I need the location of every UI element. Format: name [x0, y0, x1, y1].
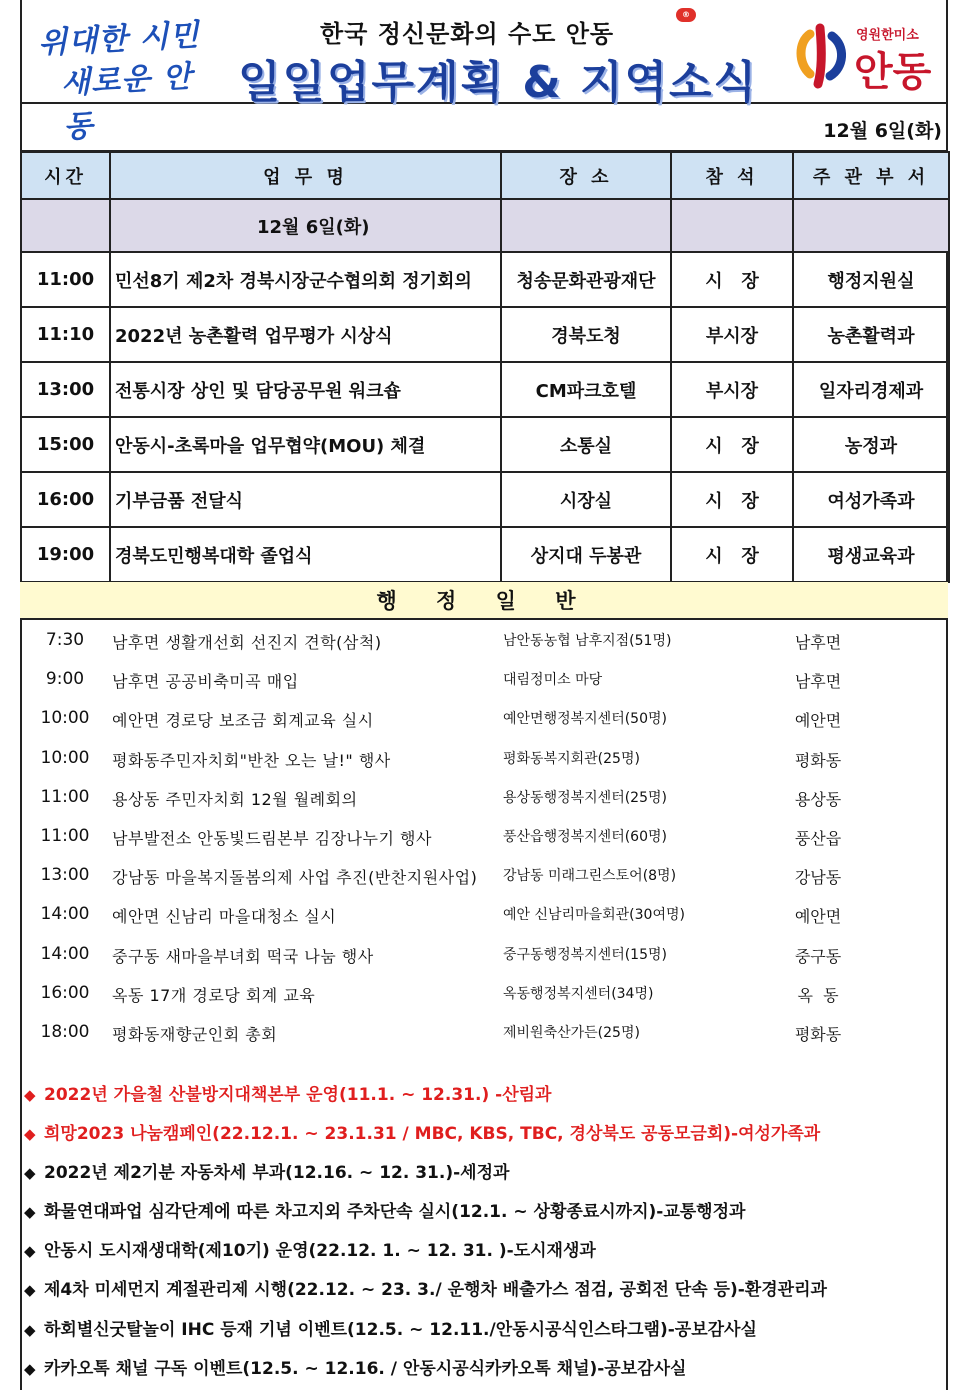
- andong-logo: [792, 14, 942, 94]
- item-name: 용상동 주민자치회 12월 월례회의: [112, 789, 358, 809]
- item-name: 예안면 신남리 마을대청소 실시: [112, 907, 337, 927]
- notice-item: [22, 1115, 946, 1154]
- item-time: 18:00: [40, 1021, 90, 1042]
- list-item: [20, 738, 948, 777]
- col-header-task: 업 무 명: [110, 152, 501, 199]
- notice-text: 2022년 가을철 산불방지대책본부 운영(11.1. ~ 12.31.) -산림과: [44, 1085, 552, 1105]
- notice-text: 화물연대파업 심각단계에 따른 차고지외 주차단속 실시(12.1. ~ 상황종료시까지)-교통행정과: [44, 1202, 746, 1223]
- row-time: 15:00: [21, 417, 110, 472]
- section-bar: [20, 582, 948, 620]
- list-item: [20, 620, 948, 659]
- notice-item: [22, 1154, 946, 1193]
- row-attend: 부시장: [671, 307, 793, 362]
- item-dept: 예안면: [794, 907, 842, 927]
- item-name: 강남동 마을복지돌봄의제 사업 추진(반찬지원사업): [112, 868, 478, 888]
- diamond-icon: ◆: [24, 1320, 36, 1339]
- item-time: 10:00: [40, 708, 90, 729]
- row-dept: 행정지원실: [793, 252, 949, 307]
- item-dept: 평화동: [794, 1024, 842, 1044]
- notice-item: [22, 1193, 946, 1232]
- page-title: 일일업무계획 & 지역소식: [238, 57, 759, 108]
- item-name: 남부발전소 안동빛드림본부 김장나누기 행사: [112, 828, 432, 848]
- diamond-icon: ◆: [24, 1125, 36, 1144]
- item-dept: 강남동: [794, 868, 842, 888]
- list-item: [20, 973, 948, 1012]
- list-item: [20, 934, 948, 973]
- day-row-empty-cell: [21, 199, 110, 252]
- schedule-header-row: [21, 152, 949, 199]
- table-row: [21, 252, 949, 307]
- row-task: 민선8기 제2차 경북시장군수협의회 정기회의: [110, 252, 501, 307]
- list-item: [20, 777, 948, 816]
- schedule-table: [20, 151, 950, 583]
- row-time: 16:00: [21, 472, 110, 527]
- row-dept: 농정과: [793, 417, 949, 472]
- col-header-attend: 참 석: [671, 152, 793, 199]
- row-place: 경북도청: [501, 307, 671, 362]
- notice-text: 2022년 제2기분 자동차세 부과(12.16. ~ 12. 31.)-세정과: [44, 1163, 510, 1184]
- item-place: 풍산읍행정복지센터(60명): [503, 828, 667, 845]
- col-header-place: 장 소: [501, 152, 671, 199]
- item-dept: 풍산읍: [794, 828, 842, 848]
- notice-item: [22, 1076, 946, 1115]
- item-time: 16:00: [40, 982, 90, 1003]
- diamond-icon: ◆: [24, 1359, 36, 1378]
- list-item: [20, 698, 948, 737]
- item-name: 중구동 새마을부녀회 떡국 나눔 행사: [112, 946, 374, 966]
- notice-item: [22, 1271, 946, 1310]
- item-time: 14:00: [40, 904, 90, 925]
- item-time: 9:00: [45, 669, 85, 690]
- item-dept: 예안면: [794, 711, 842, 731]
- row-place: 시장실: [501, 472, 671, 527]
- slogan-line-1: 위대한 시민: [37, 17, 201, 62]
- header-kicker: 한국 정신문화의 수도 안동: [320, 20, 615, 48]
- item-dept: 중구동: [794, 946, 842, 966]
- notice-text: 안동시 도시재생대학(제10기) 운영(22.12. 1. ~ 12. 31. )-도시재생과: [44, 1241, 596, 1262]
- row-place: 청송문화관광재단: [501, 252, 671, 307]
- item-place: 남안동농협 남후지점(51명): [503, 633, 672, 649]
- item-time: 11:00: [40, 825, 90, 846]
- item-place: 제비원축산가든(25명): [503, 1024, 640, 1041]
- day-row: [21, 199, 949, 252]
- item-name: 평화동재향군인회 총회: [112, 1024, 278, 1044]
- diamond-icon: ◆: [24, 1086, 36, 1104]
- row-time: 11:00: [21, 252, 110, 307]
- table-row: [21, 472, 949, 527]
- row-attend: 시 장: [671, 527, 793, 582]
- item-name: 옥동 17개 경로당 회계 교육: [112, 985, 316, 1005]
- row-task: 2022년 농촌활력 업무평가 시상식: [110, 307, 501, 362]
- notice-text: 제4차 미세먼지 계절관리제 시행(22.12. ~ 23. 3./ 운행차 배출가스 점검, 공회전 단속 등)-환경관리과: [44, 1280, 827, 1301]
- item-name: 남후면 공공비축미곡 매입: [112, 672, 299, 692]
- item-place: 강남동 미래그린스토어(8명): [503, 868, 677, 885]
- item-time: 14:00: [40, 943, 90, 964]
- kicker-badge: ®: [676, 8, 696, 22]
- list-item: [20, 1012, 948, 1051]
- notice-text: 카카오톡 채널 구독 이벤트(12.5. ~ 12.16. / 안동시공식카카오톡 채널)-공보감사실: [44, 1358, 687, 1379]
- item-place: 평화동복지회관(25명): [503, 750, 640, 767]
- list-item: [20, 894, 948, 933]
- logo-subtitle: 영원한미소: [856, 28, 919, 43]
- item-place: 예안 신남리마을회관(30여명): [503, 907, 685, 924]
- notice-item: [22, 1232, 946, 1271]
- slogan: [32, 8, 222, 146]
- report-date: 12월 6일(화): [823, 120, 942, 142]
- diamond-icon: ◆: [24, 1203, 36, 1222]
- item-time: 11:00: [40, 786, 90, 807]
- slogan-line-2: 새로운 안동: [60, 59, 194, 146]
- notice-text: 희망2023 나눔캠페인(22.12.1. ~ 23.1.31 / MBC, KBS, TBC, 경상북도 공동모금회)-여성가족과: [44, 1124, 821, 1145]
- row-task: 안동시-초록마을 업무협약(MOU) 체결: [110, 417, 501, 472]
- table-row: [21, 417, 949, 472]
- day-row-empty-cell: [793, 199, 949, 252]
- day-row-empty-cell: [501, 199, 671, 252]
- table-row: [21, 362, 949, 417]
- notice-list: [22, 1076, 946, 1389]
- notice-item: [22, 1311, 946, 1350]
- row-attend: 시 장: [671, 252, 793, 307]
- item-place: 옥동행정복지센터(34명): [503, 985, 654, 1002]
- row-place: CM파크호텔: [501, 362, 671, 417]
- notice-text: 하회별신굿탈놀이 IHC 등재 기념 이벤트(12.5. ~ 12.11./안동시공식인스타그램)-공보감사실: [44, 1319, 757, 1340]
- item-place: 중구동행정복지센터(15명): [503, 946, 667, 963]
- item-name: 평화동주민자치회"반찬 오는 날!" 행사: [112, 750, 391, 770]
- item-time: 7:30: [45, 630, 85, 650]
- col-header-time: 시간: [21, 152, 110, 199]
- diamond-icon: ◆: [24, 1164, 36, 1183]
- row-time: 13:00: [21, 362, 110, 417]
- table-row: [21, 527, 949, 582]
- list-item: [20, 816, 948, 855]
- list-item: [20, 855, 948, 894]
- row-task: 경북도민행복대학 졸업식: [110, 527, 501, 582]
- item-time: 10:00: [40, 747, 90, 768]
- col-header-dept: 주 관 부 서: [793, 152, 949, 199]
- item-place: 대림정미소 마당: [503, 672, 603, 689]
- item-place: 예안면행정복지센터(50명): [503, 711, 667, 728]
- section-title: 행 정 일 반: [376, 589, 592, 613]
- item-place: 용상동행정복지센터(25명): [503, 789, 667, 806]
- diamond-icon: ◆: [24, 1281, 36, 1300]
- row-time: 19:00: [21, 527, 110, 582]
- item-dept: 남후면: [794, 672, 842, 692]
- item-dept: 남후면: [794, 633, 842, 652]
- date-bar: [20, 104, 948, 152]
- andong-logo-icon: [792, 20, 854, 90]
- logo-name: 안동: [854, 49, 932, 95]
- item-name: 예안면 경로당 보조금 회계교육 실시: [112, 711, 374, 731]
- list-item: [20, 659, 948, 698]
- row-attend: 시 장: [671, 417, 793, 472]
- row-place: 소통실: [501, 417, 671, 472]
- item-dept: 옥 동: [797, 985, 839, 1005]
- row-dept: 일자리경제과: [793, 362, 949, 417]
- item-dept: 용상동: [794, 789, 842, 809]
- item-time: 13:00: [40, 865, 90, 886]
- row-attend: 부시장: [671, 362, 793, 417]
- row-place: 상지대 두봉관: [501, 527, 671, 582]
- row-attend: 시 장: [671, 472, 793, 527]
- row-dept: 평생교육과: [793, 527, 949, 582]
- day-label: 12월 6일(화): [110, 199, 501, 252]
- row-time: 11:10: [21, 307, 110, 362]
- notice-item: [22, 1350, 946, 1389]
- item-name: 남후면 생활개선회 선진지 견학(삼척): [112, 633, 382, 652]
- item-dept: 평화동: [794, 750, 842, 770]
- row-task: 전통시장 상인 및 담당공무원 워크숍: [110, 362, 501, 417]
- day-row-empty-cell: [671, 199, 793, 252]
- row-task: 기부금품 전달식: [110, 472, 501, 527]
- diamond-icon: ◆: [24, 1242, 36, 1261]
- admin-list: [20, 620, 948, 1051]
- row-dept: 여성가족과: [793, 472, 949, 527]
- row-dept: 농촌활력과: [793, 307, 949, 362]
- table-row: [21, 307, 949, 362]
